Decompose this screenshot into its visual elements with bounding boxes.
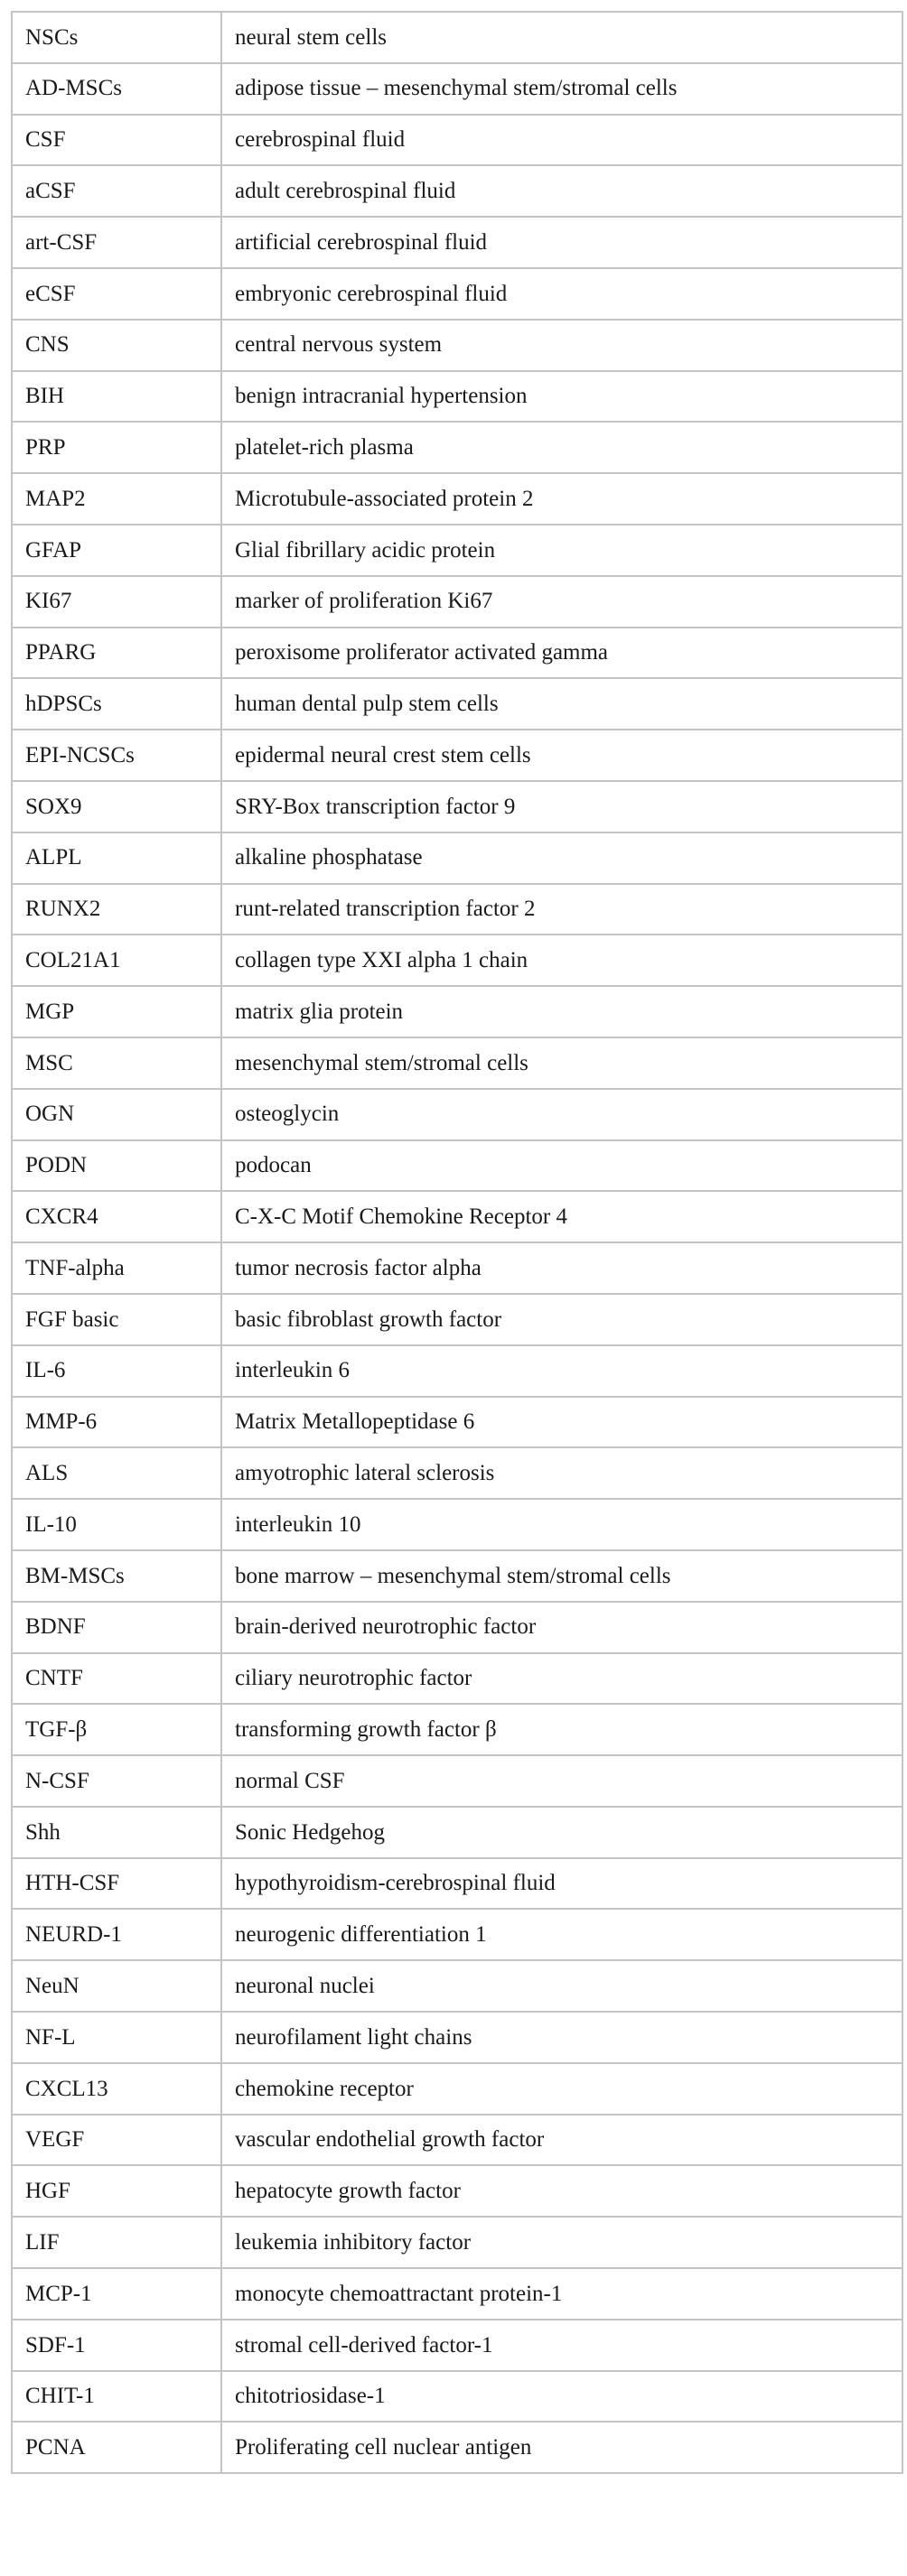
table-row	[12, 832, 902, 884]
table-row	[12, 1653, 902, 1705]
definition-cell: embryonic cerebrospinal fluid	[221, 268, 902, 320]
definition-cell: human dental pulp stem cells	[221, 678, 902, 730]
definition-cell: central nervous system	[221, 320, 902, 371]
abbreviation-cell: NeuN	[12, 1960, 221, 2012]
abbreviation-cell: CNTF	[12, 1653, 221, 1705]
table-row	[12, 2012, 902, 2063]
table-row	[12, 2063, 902, 2115]
table-row	[12, 63, 902, 115]
definition-cell: Sonic Hedgehog	[221, 1807, 902, 1858]
table-row	[12, 884, 902, 935]
definition-cell: SRY-Box transcription factor 9	[221, 781, 902, 832]
table-row	[12, 2115, 902, 2166]
abbreviation-cell: FGF basic	[12, 1294, 221, 1345]
abbreviation-cell: CNS	[12, 320, 221, 371]
definition-cell: peroxisome proliferator activated gamma	[221, 628, 902, 679]
abbreviation-cell: GFAP	[12, 525, 221, 576]
table-row	[12, 2371, 902, 2423]
definition-cell: alkaline phosphatase	[221, 832, 902, 884]
abbreviation-cell: PODN	[12, 1140, 221, 1192]
abbreviation-cell: aCSF	[12, 165, 221, 217]
definition-cell: platelet-rich plasma	[221, 422, 902, 473]
definition-cell: brain-derived neurotrophic factor	[221, 1602, 902, 1653]
definition-cell: amyotrophic lateral sclerosis	[221, 1447, 902, 1499]
table-row	[12, 935, 902, 986]
abbreviation-cell: SOX9	[12, 781, 221, 832]
table-row	[12, 1089, 902, 1140]
abbreviation-cell: ALPL	[12, 832, 221, 884]
table-row	[12, 422, 902, 473]
table-row	[12, 320, 902, 371]
table-row	[12, 576, 902, 628]
table-row	[12, 1037, 902, 1089]
table-row	[12, 628, 902, 679]
definition-cell: chitotriosidase-1	[221, 2371, 902, 2423]
definition-cell: hypothyroidism-cerebrospinal fluid	[221, 1858, 902, 1910]
table-row	[12, 2165, 902, 2217]
abbreviation-cell: BDNF	[12, 1602, 221, 1653]
table-row	[12, 1755, 902, 1807]
table-row	[12, 371, 902, 423]
definition-cell: benign intracranial hypertension	[221, 371, 902, 423]
table-row	[12, 1499, 902, 1550]
definition-cell: epidermal neural crest stem cells	[221, 730, 902, 781]
definition-cell: Microtubule-associated protein 2	[221, 473, 902, 525]
definition-cell: matrix glia protein	[221, 986, 902, 1037]
abbreviation-cell: OGN	[12, 1089, 221, 1140]
abbreviation-cell: HGF	[12, 2165, 221, 2217]
table-row	[12, 678, 902, 730]
table-row	[12, 1397, 902, 1448]
abbreviation-cell: TNF-alpha	[12, 1242, 221, 1294]
abbreviation-cell: CHIT-1	[12, 2371, 221, 2423]
abbreviation-cell: LIF	[12, 2217, 221, 2268]
definition-cell: adipose tissue – mesenchymal stem/stromal cells	[221, 63, 902, 115]
abbreviation-cell: KI67	[12, 576, 221, 628]
abbreviation-cell: MAP2	[12, 473, 221, 525]
table-row	[12, 1447, 902, 1499]
abbreviation-cell: BIH	[12, 371, 221, 423]
abbreviation-cell: NEURD-1	[12, 1909, 221, 1960]
definition-cell: bone marrow – mesenchymal stem/stromal cells	[221, 1550, 902, 1602]
definition-cell: neurogenic differentiation 1	[221, 1909, 902, 1960]
abbreviation-cell: COL21A1	[12, 935, 221, 986]
abbreviation-cell: HTH-CSF	[12, 1858, 221, 1910]
table-row	[12, 268, 902, 320]
abbreviation-cell: CXCR4	[12, 1191, 221, 1242]
table-row	[12, 2268, 902, 2320]
abbreviations-table	[11, 11, 903, 2474]
definition-cell: runt-related transcription factor 2	[221, 884, 902, 935]
definition-cell: neural stem cells	[221, 12, 902, 63]
abbreviation-cell: art-CSF	[12, 217, 221, 268]
abbreviation-cell: N-CSF	[12, 1755, 221, 1807]
table-row	[12, 730, 902, 781]
table-row	[12, 217, 902, 268]
definition-cell: hepatocyte growth factor	[221, 2165, 902, 2217]
abbreviation-cell: VEGF	[12, 2115, 221, 2166]
definition-cell: leukemia inhibitory factor	[221, 2217, 902, 2268]
definition-cell: neurofilament light chains	[221, 2012, 902, 2063]
definition-cell: mesenchymal stem/stromal cells	[221, 1037, 902, 1089]
table-row	[12, 1704, 902, 1755]
definition-cell: artificial cerebrospinal fluid	[221, 217, 902, 268]
abbreviation-cell: ALS	[12, 1447, 221, 1499]
definition-cell: osteoglycin	[221, 1089, 902, 1140]
table-row	[12, 1140, 902, 1192]
abbreviation-cell: CSF	[12, 115, 221, 166]
abbreviation-cell: IL-6	[12, 1345, 221, 1397]
definition-cell: Matrix Metallopeptidase 6	[221, 1397, 902, 1448]
definition-cell: adult cerebrospinal fluid	[221, 165, 902, 217]
table-row	[12, 2320, 902, 2371]
abbreviation-cell: NF-L	[12, 2012, 221, 2063]
abbreviation-cell: PPARG	[12, 628, 221, 679]
table-row	[12, 1807, 902, 1858]
definition-cell: tumor necrosis factor alpha	[221, 1242, 902, 1294]
table-row	[12, 1550, 902, 1602]
table-row	[12, 165, 902, 217]
abbreviation-cell: MCP-1	[12, 2268, 221, 2320]
definition-cell: interleukin 6	[221, 1345, 902, 1397]
definition-cell: neuronal nuclei	[221, 1960, 902, 2012]
abbreviation-cell: MSC	[12, 1037, 221, 1089]
table-row	[12, 1602, 902, 1653]
definition-cell: C-X-C Motif Chemokine Receptor 4	[221, 1191, 902, 1242]
table-row	[12, 115, 902, 166]
definition-cell: interleukin 10	[221, 1499, 902, 1550]
table-row	[12, 1191, 902, 1242]
abbreviation-cell: AD-MSCs	[12, 63, 221, 115]
table-row	[12, 12, 902, 63]
definition-cell: Glial fibrillary acidic protein	[221, 525, 902, 576]
abbreviation-cell: Shh	[12, 1807, 221, 1858]
table-row	[12, 473, 902, 525]
table-row	[12, 1242, 902, 1294]
definition-cell: marker of proliferation Ki67	[221, 576, 902, 628]
abbreviation-cell: BM-MSCs	[12, 1550, 221, 1602]
abbreviation-cell: MGP	[12, 986, 221, 1037]
definition-cell: stromal cell-derived factor-1	[221, 2320, 902, 2371]
definition-cell: chemokine receptor	[221, 2063, 902, 2115]
abbreviation-cell: EPI-NCSCs	[12, 730, 221, 781]
abbreviations-table-container	[11, 11, 903, 2474]
table-row	[12, 2422, 902, 2473]
table-row	[12, 1345, 902, 1397]
abbreviation-cell: NSCs	[12, 12, 221, 63]
abbreviation-cell: TGF-β	[12, 1704, 221, 1755]
table-row	[12, 1294, 902, 1345]
table-row	[12, 986, 902, 1037]
abbreviations-table-body	[12, 12, 902, 2473]
definition-cell: monocyte chemoattractant protein-1	[221, 2268, 902, 2320]
abbreviation-cell: PCNA	[12, 2422, 221, 2473]
abbreviation-cell: SDF-1	[12, 2320, 221, 2371]
abbreviation-cell: PRP	[12, 422, 221, 473]
table-row	[12, 1858, 902, 1910]
abbreviation-cell: eCSF	[12, 268, 221, 320]
table-row	[12, 525, 902, 576]
table-row	[12, 781, 902, 832]
definition-cell: normal CSF	[221, 1755, 902, 1807]
definition-cell: Proliferating cell nuclear antigen	[221, 2422, 902, 2473]
table-row	[12, 1909, 902, 1960]
definition-cell: collagen type XXI alpha 1 chain	[221, 935, 902, 986]
table-row	[12, 2217, 902, 2268]
definition-cell: podocan	[221, 1140, 902, 1192]
definition-cell: transforming growth factor β	[221, 1704, 902, 1755]
abbreviation-cell: MMP-6	[12, 1397, 221, 1448]
definition-cell: basic fibroblast growth factor	[221, 1294, 902, 1345]
abbreviation-cell: RUNX2	[12, 884, 221, 935]
table-row	[12, 1960, 902, 2012]
definition-cell: cerebrospinal fluid	[221, 115, 902, 166]
abbreviation-cell: CXCL13	[12, 2063, 221, 2115]
definition-cell: vascular endothelial growth factor	[221, 2115, 902, 2166]
abbreviation-cell: hDPSCs	[12, 678, 221, 730]
abbreviation-cell: IL-10	[12, 1499, 221, 1550]
definition-cell: ciliary neurotrophic factor	[221, 1653, 902, 1705]
